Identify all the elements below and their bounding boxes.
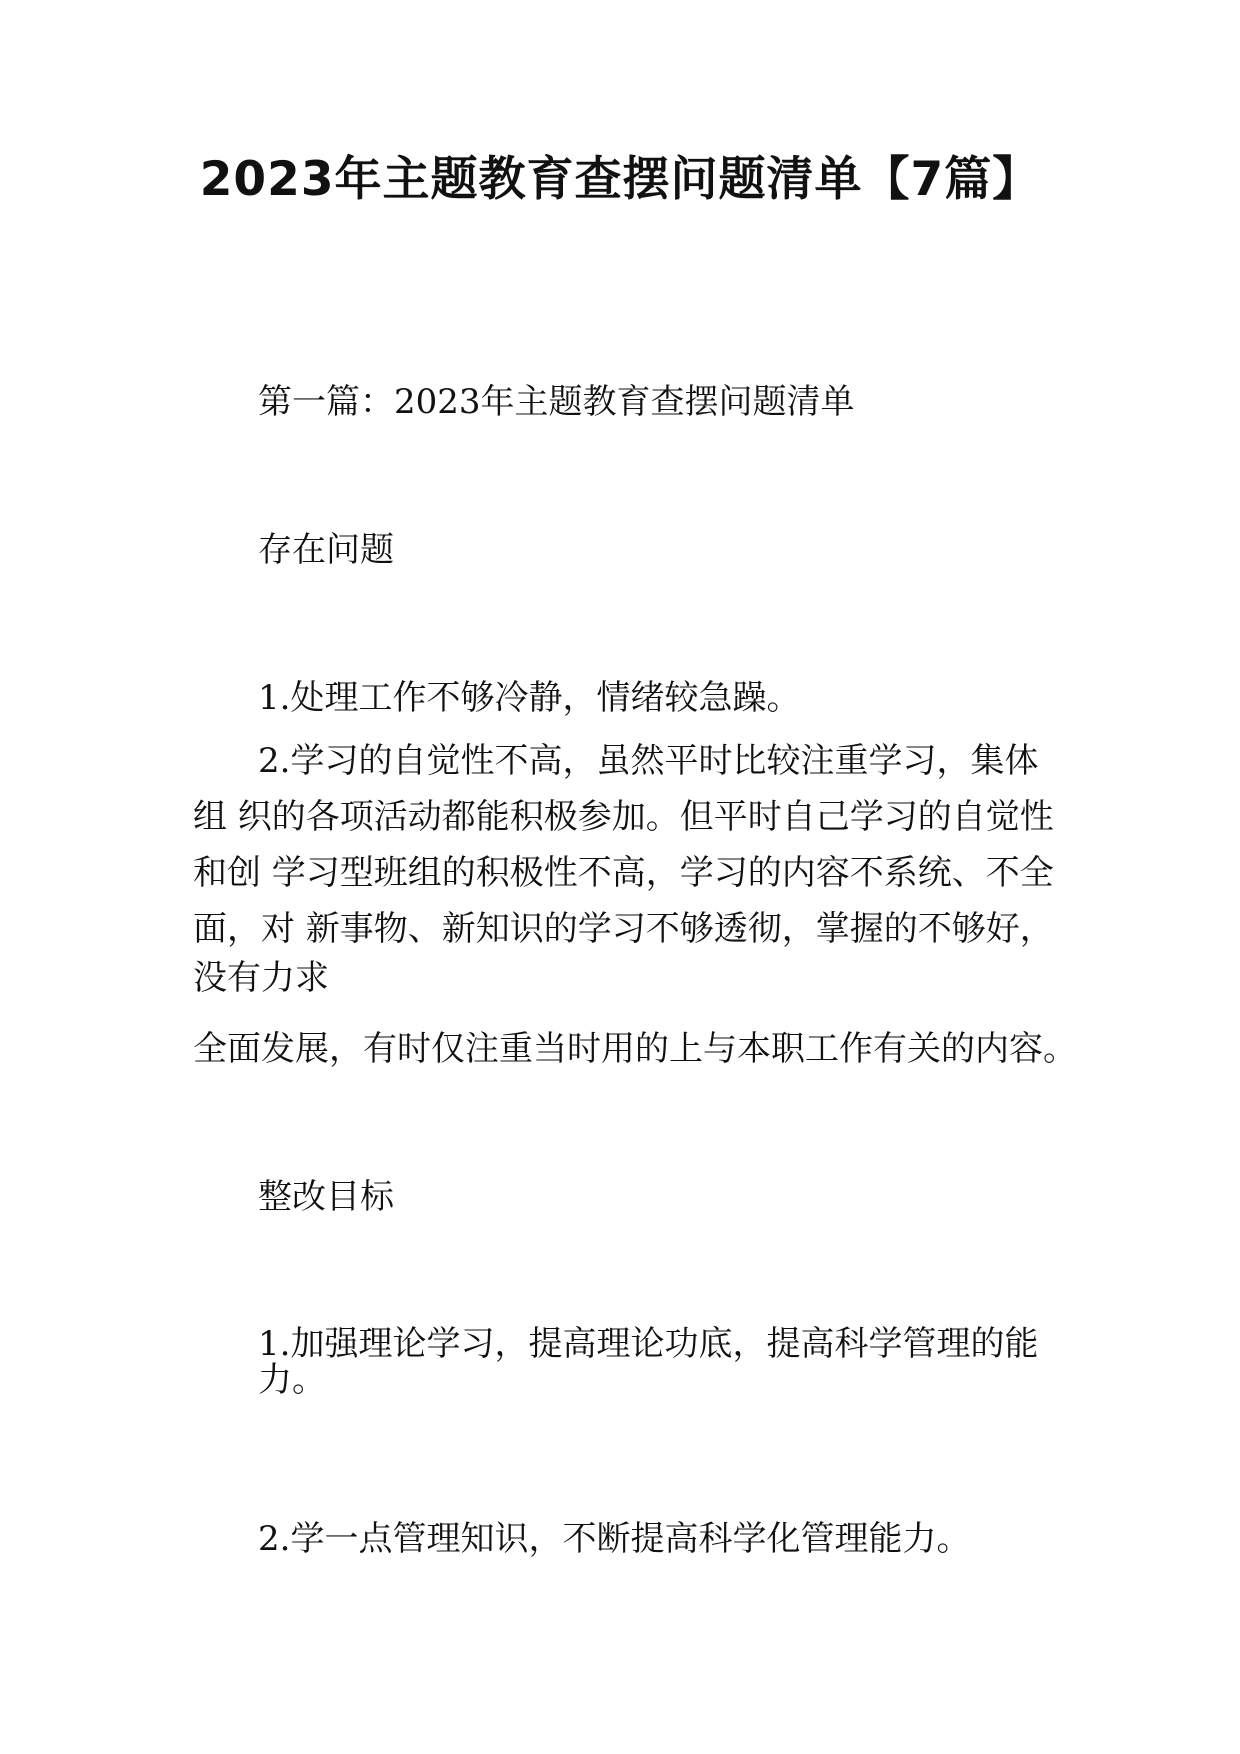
document-title: 2023年主题教育查摆问题清单【7篇】 [199,152,1041,207]
problem-item-2-line-5: 没有力求 [193,958,329,998]
goals-heading: 整改目标 [258,1177,394,1217]
problem-item-2-line-4: 面，对 新事物、新知识的学习不够透彻，掌握的不够好， [193,909,1054,949]
goal-item-2: 2.学一点管理知识，不断提高科学化管理能力。 [258,1519,971,1559]
problems-heading: 存在问题 [258,530,394,570]
problem-item-2-line-1: 2.学习的自觉性不高，虽然平时比较注重学习，集体 [258,741,1039,781]
section-heading: 第一篇：2023年主题教育查摆问题清单 [258,382,855,422]
problem-item-2-line-2: 组 织的各项活动都能积极参加。但平时自己学习的自觉性 [193,797,1054,837]
goal-item-1-line-1: 1.加强理论学习，提高理论功底，提高科学管理的能 [258,1324,1039,1364]
problem-item-1: 1.处理工作不够冷静，情绪较急躁。 [258,678,801,718]
problem-item-2-line-6: 全面发展，有时仅注重当时用的上与本职工作有关的内容。 [193,1029,1077,1069]
goal-item-1-line-2: 力。 [258,1360,326,1400]
problem-item-2-line-3: 和创 学习型班组的积极性不高，学习的内容不系统、不全 [193,853,1054,893]
